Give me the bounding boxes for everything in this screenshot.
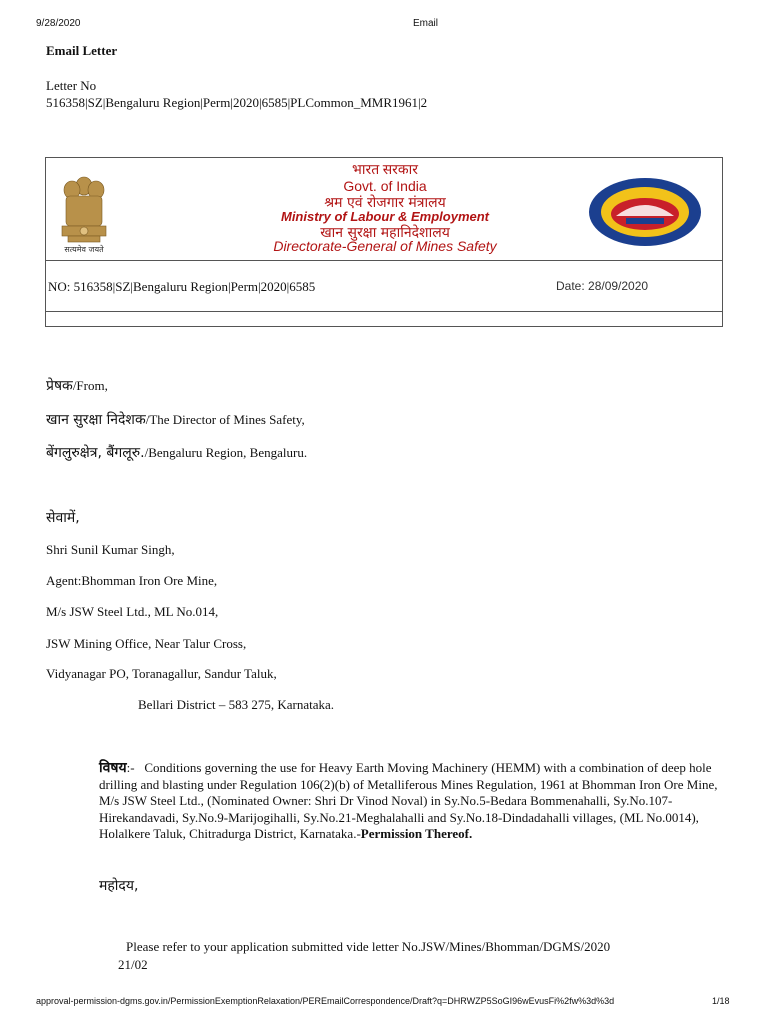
address-line: JSW Mining Office, Near Talur Cross, xyxy=(46,636,247,651)
letterhead-banner xyxy=(46,158,722,261)
print-title: Email xyxy=(413,18,439,29)
address-line: Bellari District – 583 275, Karnataka. xyxy=(138,697,335,712)
address-line: Shri Sunil Kumar Singh, xyxy=(46,542,175,557)
letter-no-label: Letter No xyxy=(46,78,97,93)
email-letter-heading: Email Letter xyxy=(46,43,118,58)
from-region xyxy=(46,443,307,462)
letterhead-ref-no: NO: 516358|SZ|Bengaluru Region|Perm|2020|6585 xyxy=(48,279,316,294)
emblem-motto: सत्यमेव जयते xyxy=(64,245,104,254)
body-line: Please refer to your application submitted vide letter No.JSW/Mines/Bhomman/DGMS/2020 xyxy=(126,939,611,954)
letterhead-ministry: Ministry of Labour & Employment xyxy=(280,209,489,224)
letter-no-value: 516358|SZ|Bengaluru Region|Perm|2020|6585|PLCommon_MMR1961|2 xyxy=(46,95,428,110)
from-line xyxy=(46,376,108,395)
footer-page-number: 1/18 xyxy=(712,996,730,1006)
subject-paragraph xyxy=(99,760,719,843)
body-line: 21/02 xyxy=(118,957,148,972)
address-line: Agent:Bhomman Iron Ore Mine, xyxy=(46,573,218,588)
footer-url: approval-permission-dgms.gov.in/PermissionExemptionRelaxation/PEREmailCorrespondence/Draft?q=DHRWZP5SoGI96wEvusFi%2fw%3d%3d xyxy=(36,996,615,1006)
subject-label: विषय xyxy=(99,760,127,776)
subject-bold-end: Permission Thereof. xyxy=(360,826,473,841)
designation-hindi: खान सुरक्षा निदेशक xyxy=(46,412,146,428)
letterhead-hindi-govt: भारत सरकार xyxy=(352,163,418,178)
from-english: /From, xyxy=(72,378,108,393)
letterhead-ref-row xyxy=(46,261,722,312)
greeting: महोदय, xyxy=(99,878,139,894)
letterhead-dgms: Directorate-General of Mines Safety xyxy=(273,238,497,254)
from-hindi: प्रेषक xyxy=(46,378,73,394)
address-line: Vidyanagar PO, Toranagallur, Sandur Taluk, xyxy=(46,666,277,681)
subject-label-suffix: :- xyxy=(126,760,135,775)
address-line: M/s JSW Steel Ltd., ML No.014, xyxy=(46,604,219,619)
to-salutation: सेवामें, xyxy=(46,510,80,526)
print-date: 9/28/2020 xyxy=(36,18,81,29)
letterhead-date: Date: 28/09/2020 xyxy=(556,279,649,293)
letterhead-hindi-ministry: श्रम एवं रोजगार मंत्रालय xyxy=(324,195,446,211)
subject-text: Conditions governing the use for Heavy Earth Moving Machinery (HEMM) with a combination of deep hole drilling and blasting under Regulation 106(2)(b) of Metalliferous Mines Regulation, 1961 at Bhomman Iron Ore Mine, M/s JSW Steel Ltd., (Nominated Owner: Shri Dr Vinod Noval) in Sy.No.5-Bedara Bommenahalli, Sy.No.107-Hirekandavadi, Sy.No.9-Marijogihalli, Sy.No.21-Meghalahalli and Sy.No.18-Dindadahalli villages, (ML No.0014), Holalkere Taluk, Chitradurga District, Karnataka.- xyxy=(99,760,721,841)
region-hindi: बेंगलुरुक्षेत्र, बैंगलूरु. xyxy=(46,445,145,461)
letterhead-hindi-dgms: खान सुरक्षा महानिदेशालय xyxy=(320,225,450,241)
designation-english: /The Director of Mines Safety, xyxy=(145,412,305,427)
region-english: /Bengaluru Region, Bengaluru. xyxy=(144,445,308,460)
dgms-logo-icon xyxy=(586,176,704,248)
from-designation xyxy=(46,410,305,429)
letterhead-table xyxy=(45,157,723,327)
letterhead-govt: Govt. of India xyxy=(343,178,427,194)
